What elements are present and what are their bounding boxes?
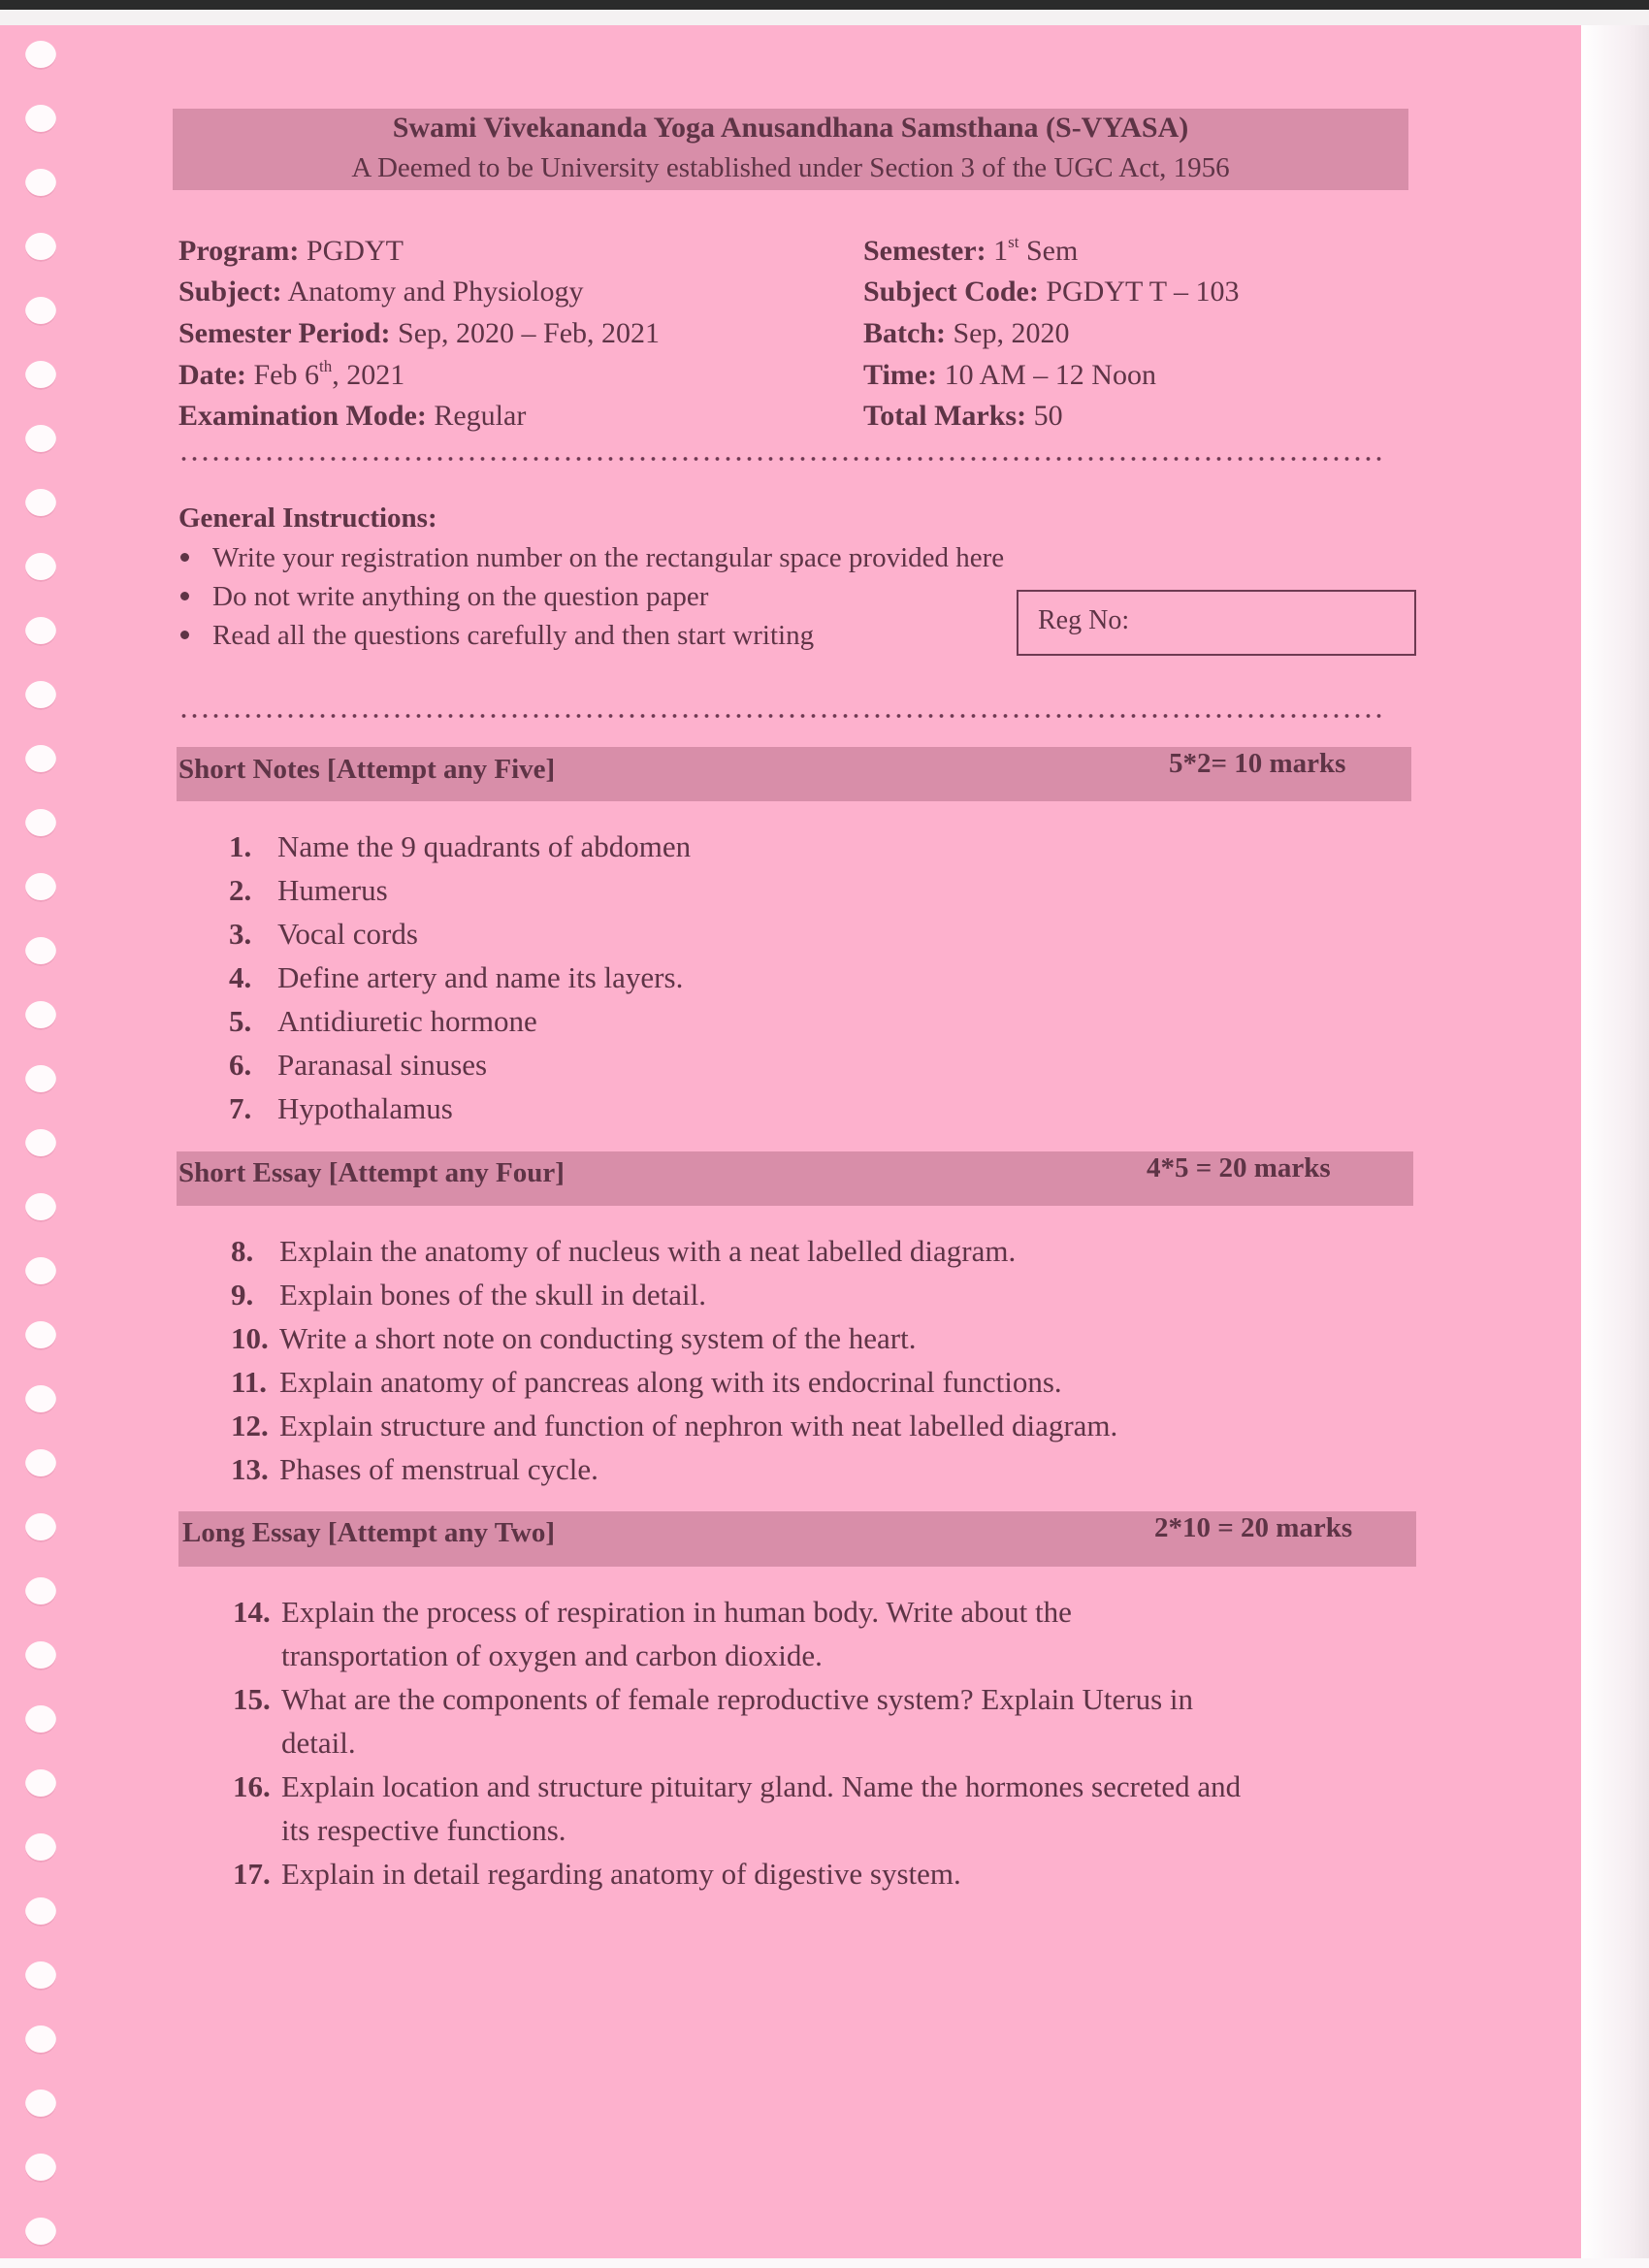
question-number: 12.: [231, 1409, 269, 1442]
meta-program: [178, 237, 404, 266]
punch-hole: [25, 169, 56, 198]
instructions-heading: General Instructions:: [178, 502, 437, 534]
question-text: Vocal cords: [277, 917, 418, 951]
dotted-separator: [178, 713, 1385, 719]
section-title: Short Essay [Attempt any Four]: [178, 1157, 565, 1188]
punch-hole: [25, 2090, 56, 2119]
meta-subject-code: [863, 277, 1240, 307]
punch-hole: [25, 809, 56, 838]
punch-hole: [25, 681, 56, 710]
question-item: [229, 1004, 537, 1039]
scan-top-edge: [0, 0, 1649, 10]
scan-right-margin: [1581, 25, 1649, 2258]
punch-hole: [25, 1897, 56, 1927]
punch-hole: [25, 1257, 56, 1286]
punch-hole: [25, 1129, 56, 1158]
question-number: 16.: [233, 1769, 271, 1803]
meta-value-post: Sem: [1018, 235, 1079, 267]
question-text: Explain structure and function of nephron with neat labelled diagram.: [279, 1409, 1118, 1442]
meta-value: 1: [993, 235, 1009, 267]
meta-label: Examination Mode:: [178, 400, 427, 432]
instruction-item: [180, 620, 814, 652]
punch-hole: [25, 361, 56, 390]
meta-value-post: , 2021: [332, 359, 405, 391]
meta-value: Regular: [434, 400, 527, 432]
bullet-icon: [180, 553, 189, 562]
question-number: 2.: [229, 873, 252, 907]
meta-value: Sep, 2020 – Feb, 2021: [398, 317, 661, 349]
section-title: Short Notes [Attempt any Five]: [178, 754, 556, 785]
punch-hole: [25, 1577, 56, 1606]
question-item: [233, 1595, 1072, 1630]
meta-value: 10 AM – 12 Noon: [944, 359, 1156, 391]
meta-value: PGDYT T – 103: [1046, 275, 1240, 308]
question-text: Paranasal sinuses: [277, 1048, 488, 1082]
meta-value: Sep, 2020: [953, 317, 1070, 349]
punch-hole: [25, 553, 56, 582]
punch-hole: [25, 1513, 56, 1542]
meta-exam-mode: [178, 402, 526, 431]
bullet-icon: [180, 631, 189, 639]
question-text: Explain bones of the skull in detail.: [279, 1278, 706, 1312]
punch-hole: [25, 2154, 56, 2183]
question-text: Explain the process of respiration in human body. Write about the: [281, 1595, 1072, 1629]
question-item: [229, 873, 388, 908]
punch-hole: [25, 873, 56, 902]
question-text: Explain the anatomy of nucleus with a neat labelled diagram.: [279, 1234, 1017, 1268]
question-number: 4.: [229, 960, 252, 994]
meta-label: Date:: [178, 359, 246, 391]
question-continuation: its respective functions.: [281, 1813, 566, 1847]
punch-hole: [25, 1705, 56, 1734]
question-number: 14.: [233, 1595, 271, 1629]
punch-hole: [25, 489, 56, 518]
question-number: 5.: [229, 1004, 252, 1038]
meta-value: Feb 6: [253, 359, 319, 391]
punch-hole: [25, 1065, 56, 1094]
meta-label: Total Marks:: [863, 400, 1027, 432]
question-item: [229, 829, 691, 864]
question-text: Hypothalamus: [277, 1091, 453, 1125]
meta-label: Semester Period:: [178, 317, 391, 349]
meta-label: Batch:: [863, 317, 946, 349]
bullet-icon: [180, 592, 189, 600]
punch-hole: [25, 297, 56, 326]
punch-hole: [25, 745, 56, 774]
question-item: [231, 1234, 1016, 1269]
meta-subject: [178, 277, 584, 307]
institution-name: Swami Vivekananda Yoga Anusandhana Samsthana (S-VYASA): [392, 112, 1189, 144]
meta-label: Semester:: [863, 235, 986, 267]
instruction-item: [180, 542, 1004, 574]
meta-total-marks: [863, 402, 1063, 431]
reg-no-box[interactable]: [1017, 590, 1416, 656]
punch-hole: [25, 937, 56, 966]
section-title: Long Essay [Attempt any Two]: [182, 1517, 556, 1548]
meta-semester: [863, 233, 1079, 267]
meta-time: [863, 361, 1156, 390]
question-item: [233, 1682, 1193, 1717]
section-marks: 5*2= 10 marks: [1169, 748, 1346, 779]
meta-value: PGDYT: [306, 235, 404, 267]
reg-no-label: Reg No:: [1038, 605, 1130, 635]
punch-hole: [25, 425, 56, 454]
punch-hole: [25, 1193, 56, 1222]
question-number: 6.: [229, 1048, 252, 1082]
instruction-text: Do not write anything on the question paper: [212, 581, 709, 612]
meta-batch: [863, 319, 1070, 348]
punch-hole: [25, 233, 56, 262]
punch-hole: [25, 1961, 56, 1991]
question-number: 9.: [231, 1278, 254, 1312]
meta-value: 50: [1033, 400, 1063, 432]
meta-date: [178, 357, 405, 391]
meta-value-sup: st: [1008, 233, 1019, 251]
question-number: 10.: [231, 1321, 269, 1355]
question-number: 15.: [233, 1682, 271, 1716]
question-text: Humerus: [277, 873, 388, 907]
question-text: Explain location and structure pituitary gland. Name the hormones secreted and: [281, 1769, 1242, 1803]
punch-hole: [25, 1385, 56, 1414]
question-item: [231, 1321, 916, 1356]
section-marks: 4*5 = 20 marks: [1147, 1152, 1331, 1183]
punch-hole: [25, 1641, 56, 1670]
instruction-item: [180, 581, 708, 613]
question-text: Define artery and name its layers.: [277, 960, 684, 994]
meta-label: Time:: [863, 359, 938, 391]
question-text: What are the components of female reproductive system? Explain Uterus in: [281, 1682, 1194, 1716]
question-item: [231, 1278, 706, 1312]
question-item: [233, 1769, 1241, 1804]
punch-hole: [25, 1001, 56, 1030]
dotted-separator: [178, 456, 1385, 462]
instruction-text: Write your registration number on the rectangular space provided here: [212, 542, 1005, 573]
meta-value-sup: th: [318, 357, 333, 375]
question-item: [229, 917, 418, 952]
question-continuation: detail.: [281, 1726, 356, 1760]
punch-hole: [25, 1769, 56, 1798]
question-number: 3.: [229, 917, 252, 951]
question-number: 13.: [231, 1452, 269, 1486]
punch-hole: [25, 41, 56, 70]
punch-hole: [25, 1833, 56, 1863]
punch-hole: [25, 1449, 56, 1478]
question-number: 11.: [231, 1365, 268, 1399]
question-text: Phases of menstrual cycle.: [279, 1452, 598, 1486]
scan-top-margin: [0, 10, 1649, 25]
question-item: [231, 1452, 598, 1487]
question-text: Explain in detail regarding anatomy of digestive system.: [281, 1857, 961, 1891]
question-item: [231, 1365, 1062, 1400]
meta-label: Program:: [178, 235, 300, 267]
question-item: [231, 1409, 1117, 1443]
meta-label: Subject Code:: [863, 275, 1039, 308]
question-number: 8.: [231, 1234, 254, 1268]
section-marks: 2*10 = 20 marks: [1154, 1512, 1353, 1543]
punch-hole: [25, 617, 56, 646]
instruction-text: Read all the questions carefully and then start writing: [212, 620, 815, 651]
question-item: [229, 960, 683, 995]
question-item: [233, 1857, 961, 1892]
question-continuation: transportation of oxygen and carbon dioxide.: [281, 1638, 823, 1672]
question-text: Antidiuretic hormone: [277, 1004, 537, 1038]
question-number: 7.: [229, 1091, 252, 1125]
question-text: Name the 9 quadrants of abdomen: [277, 829, 692, 863]
punch-hole: [25, 2025, 56, 2055]
question-number: 1.: [229, 829, 252, 863]
question-item: [229, 1091, 453, 1126]
meta-semester-period: [178, 319, 660, 348]
institution-subtitle: A Deemed to be University established under Section 3 of the UGC Act, 1956: [351, 152, 1230, 183]
punch-hole: [25, 2218, 56, 2247]
punch-hole: [25, 1321, 56, 1350]
meta-label: Subject:: [178, 275, 282, 308]
meta-value: Anatomy and Physiology: [287, 275, 584, 308]
question-number: 17.: [233, 1857, 271, 1891]
question-text: Explain anatomy of pancreas along with its endocrinal functions.: [279, 1365, 1062, 1399]
punch-hole: [25, 105, 56, 134]
question-item: [229, 1048, 487, 1083]
question-text: Write a short note on conducting system of the heart.: [279, 1321, 917, 1355]
